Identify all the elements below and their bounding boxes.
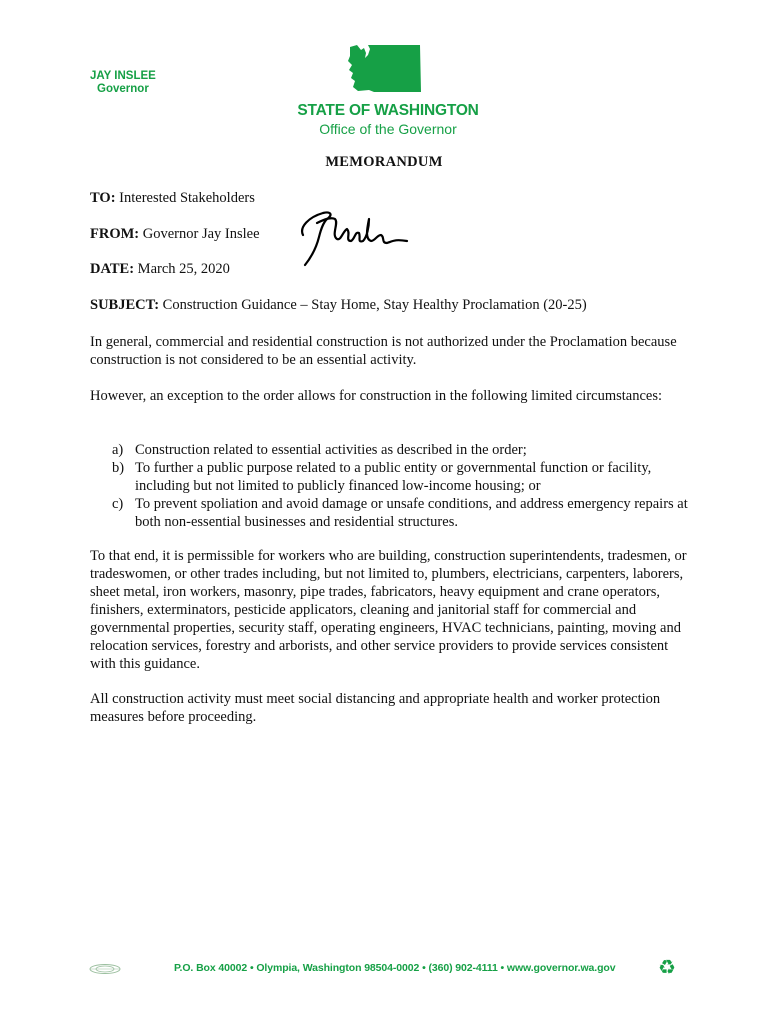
- office-block: [296, 102, 480, 138]
- date-label: DATE:: [90, 261, 135, 277]
- signature-image: [295, 205, 411, 267]
- exception-list: [90, 441, 690, 531]
- memo-subject: [90, 297, 587, 314]
- date-value: March 25, 2020: [137, 261, 230, 277]
- recycle-icon: ♻: [658, 957, 676, 979]
- office-name: Office of the Governor: [319, 121, 457, 137]
- memo-from: [90, 226, 260, 243]
- footer: [0, 958, 768, 982]
- to-label: TO:: [90, 190, 116, 206]
- governor-name-block: [90, 70, 156, 96]
- list-item-text: To further a public purpose related to a public entity or governmental function or facility, including but not limited to publicly financed low-income housing; or: [135, 460, 652, 494]
- governor-name: JAY INSLEE: [90, 70, 156, 82]
- memo-date: [90, 261, 230, 278]
- subject-value: Construction Guidance – Stay Home, Stay Healthy Proclamation (20-25): [162, 297, 587, 313]
- list-item-text: Construction related to essential activities as described in the order;: [135, 442, 527, 458]
- list-marker: b): [112, 460, 125, 476]
- list-item: [90, 459, 690, 495]
- body-paragraph-1: In general, commercial and residential construction is not authorized under the Proclamation because construction is not considered to be an essential activity.: [90, 334, 677, 368]
- body-paragraph-4: All construction activity must meet social distancing and appropriate health and worker protection measures before proceeding.: [90, 691, 661, 725]
- to-value: Interested Stakeholders: [119, 190, 255, 206]
- office-state: STATE OF WASHINGTON: [297, 102, 479, 119]
- list-item: [90, 441, 690, 459]
- body-paragraph-3: To that end, it is permissible for workers who are building, construction superintendents, tradesmen, or tradeswomen, or other trades including, but not limited to, plumbers, electricians, carpenters, laborers, sheet metal, iron workers, masonry, pipe trades, fabricators, heavy equipment and crane operators, finishers, exterminators, pesticide applicators, cleaning and janitorial staff for commercial and governmental properties, security staff, operating engineers, HVAC technicians, painting, moving and relocation services, forestry and arborists, and other service providers to provide services consistent with this guidance.: [90, 548, 687, 672]
- subject-label: SUBJECT:: [90, 297, 160, 313]
- from-label: FROM:: [90, 226, 140, 242]
- list-item-text: To prevent spoliation and avoid damage or unsafe conditions, and address emergency repairs at both non-essential businesses and residential structures.: [135, 496, 688, 530]
- list-item: [90, 495, 690, 531]
- memo-to: [90, 190, 255, 207]
- state-seal-icon: [88, 963, 122, 975]
- list-marker: a): [112, 442, 124, 458]
- memo-title: MEMORANDUM: [325, 154, 443, 170]
- footer-address: P.O. Box 40002 • Olympia, Washington 98504-0002 • (360) 902-4111 • www.governor.wa.gov: [174, 962, 616, 974]
- governor-title: Governor: [97, 83, 149, 95]
- washington-state-map-icon: [344, 44, 422, 94]
- body-paragraph-2: However, an exception to the order allows for construction in the following limited circumstances:: [90, 388, 663, 404]
- from-value: Governor Jay Inslee: [142, 226, 260, 242]
- list-marker: c): [112, 496, 124, 512]
